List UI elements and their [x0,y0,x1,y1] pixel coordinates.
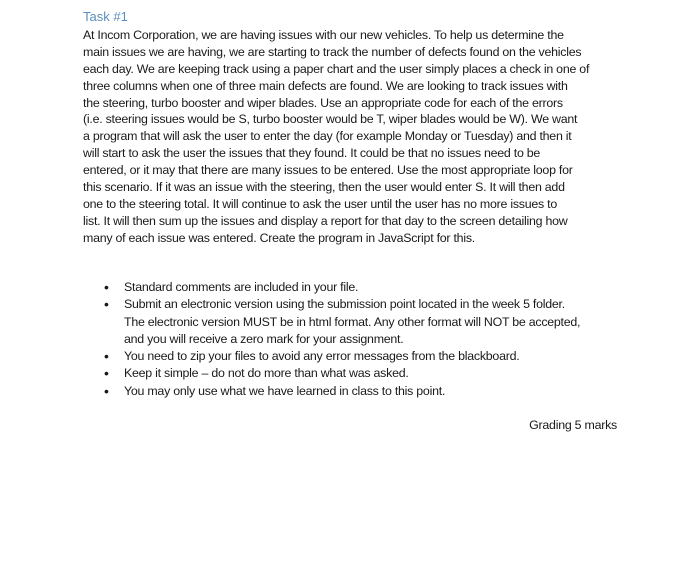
task-description [83,27,589,247]
bullet-text: • Keep it simple – do not do more than what was asked. [124,366,409,381]
paragraph-line: many of each issue was entered. Create the program in JavaScript for this. [83,230,475,245]
bullet-item [104,348,580,365]
paragraph-line: main issues we are having, we are starting to track the number of defects found on the vehicles [83,44,582,59]
bullet-text: • You need to zip your files to avoid any error messages from the blackboard. [124,349,520,364]
paragraph-line: each day. We are keeping track using a paper chart and the user simply places a check in one of [83,61,590,76]
paragraph-line: (i.e. steering issues would be S, turbo booster would be T, wiper blades would be W). We want [83,112,578,127]
requirements-list [104,279,580,400]
bullet-item [104,383,580,400]
bullet-item [104,365,580,382]
paragraph-line: At Incom Corporation, we are having issues with our new vehicles. To help us determine the [83,28,564,42]
paragraph-line: a program that will ask the user to enter the day (for example Monday or Tuesday) and then it [83,129,572,144]
bullet-text: • You may only use what we have learned in class to this point. [124,383,446,398]
bullet-text: • Submit an electronic version using the submission point located in the week 5 folder. [124,297,565,312]
bullet-item [104,279,580,296]
bullet-text: and you will receive a zero mark for your assignment. [124,331,404,346]
paragraph-line: the steering, turbo booster and wiper blades. Use an appropriate code for each of the errors [83,95,563,110]
paragraph-line: this scenario. If it was an issue with the steering, then the user would enter S. It will then add [83,180,565,195]
bullet-item [104,296,580,348]
bullet-text: The electronic version MUST be in html format. Any other format will NOT be accepted, [124,314,581,329]
paragraph-line: entered, or it may that there are many issues to be entered. Use the most appropriate loop for [83,163,573,178]
paragraph-line: three columns when one of three main defects are found. We are looking to track issues with [83,78,568,93]
paragraph-line: list. It will then sum up the issues and display a report for that day to the screen detailing how [83,213,568,228]
bullet-text: • Standard comments are included in your file. [124,280,359,294]
paragraph-line: will start to ask the user the issues that they found. It could be that no issues need to be [83,146,541,161]
grading-marks: Grading 5 marks [529,418,617,432]
task-title: Task #1 [83,9,128,24]
paragraph-line: one to the steering total. It will continue to ask the user until the user has no more issues to [83,196,557,211]
